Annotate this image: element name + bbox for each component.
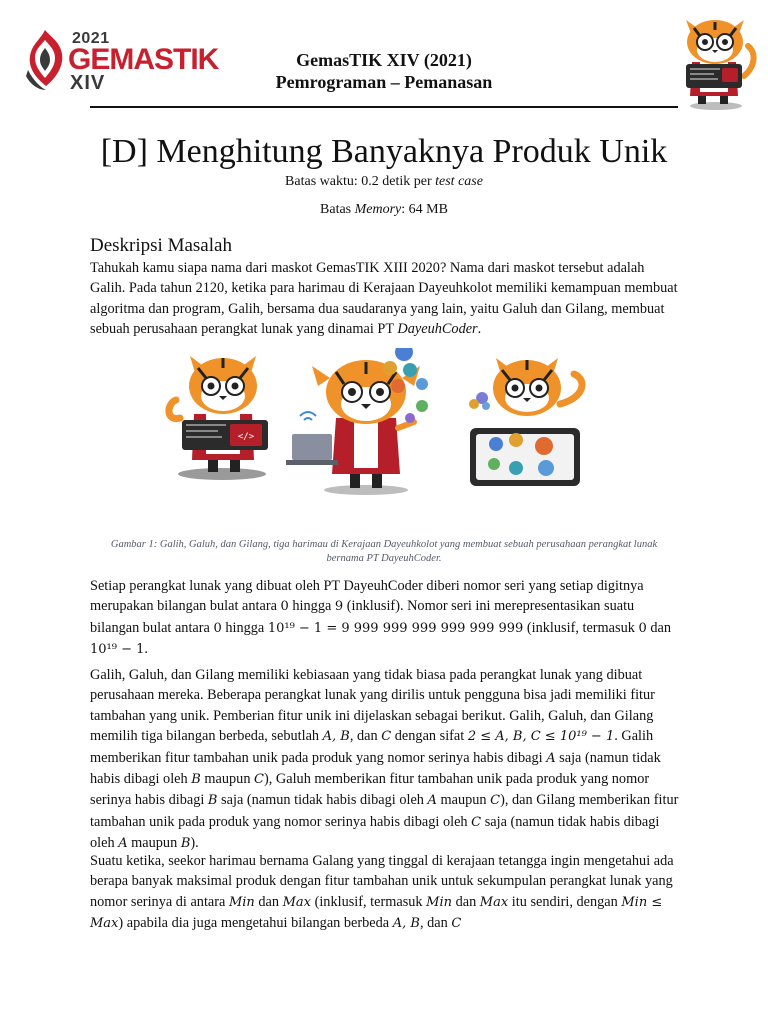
memory-limit-label: Batas bbox=[320, 202, 355, 217]
math-expression: C bbox=[254, 772, 264, 788]
text-run: hingga bbox=[288, 598, 335, 615]
tiger-galuh-icon bbox=[286, 348, 428, 495]
problem-title: [D] Menghitung Banyaknya Produk Unik bbox=[100, 133, 668, 170]
section-title: Deskripsi Masalah bbox=[90, 235, 232, 256]
text-run: . bbox=[144, 641, 148, 658]
text-run: maupun bbox=[127, 835, 181, 852]
text-run: saja (namun tidak habis dibagi oleh bbox=[90, 749, 661, 788]
math-expression: A bbox=[427, 793, 437, 809]
header-divider bbox=[90, 106, 678, 108]
text-run: (inklusif, termasuk bbox=[311, 893, 427, 910]
math-expression: A, B bbox=[322, 729, 350, 745]
math-expression: 10¹⁹ − 1 bbox=[90, 642, 145, 658]
math-expression: C bbox=[451, 916, 462, 932]
text-run: (inklusif). Nomor seri ini merepresentasikan suatu bilangan bulat antara bbox=[90, 598, 635, 636]
paragraph-serial-number bbox=[90, 576, 680, 661]
memory-limit bbox=[0, 202, 768, 218]
tiger-gilang-icon bbox=[469, 358, 582, 486]
text-run: dan bbox=[452, 893, 480, 910]
logo-roman: XIV bbox=[70, 72, 106, 94]
math-expression: 10¹⁹ − 1 = 9 999 999 999 999 999 999 bbox=[267, 620, 524, 636]
math-expression: 0 bbox=[638, 620, 647, 636]
text-run: hingga bbox=[221, 619, 268, 636]
text-run: Setiap perangkat lunak yang dibuat oleh PT DayeuhCoder diberi nomor seri yang setiap digitnya merupakan bilangan bulat antara bbox=[90, 578, 644, 615]
math-expression: Min ≤ Max bbox=[90, 894, 663, 932]
math-expression: 9 bbox=[334, 599, 344, 615]
math-expression: C bbox=[381, 729, 392, 745]
math-expression: 0 bbox=[213, 620, 222, 636]
gemastik-logo bbox=[22, 26, 219, 96]
header-title-line1: GemasTIK XIV (2021) bbox=[296, 50, 472, 70]
memory-limit-value: : 64 MB bbox=[401, 202, 448, 217]
math-expression: Min bbox=[228, 894, 255, 910]
text-run: . Galih memberikan fitur tambahan unik pada produk yang nomor serinya habis dibagi bbox=[90, 728, 654, 766]
math-expression: B bbox=[180, 836, 191, 852]
logo-year: 2021 bbox=[72, 30, 110, 47]
math-expression: A bbox=[546, 750, 556, 766]
text-run: (inklusif, termasuk bbox=[523, 619, 639, 636]
math-expression: Max bbox=[479, 894, 509, 910]
text-run: itu sendiri, dengan bbox=[508, 893, 622, 910]
text-run: saja (namun tidak habis dibagi oleh bbox=[217, 792, 428, 809]
gemastik-emblem-icon bbox=[22, 26, 68, 92]
tiger-mascot-icon bbox=[672, 6, 758, 112]
time-limit-label: Batas waktu: 0.2 detik per bbox=[285, 174, 436, 189]
paragraph-unique-features bbox=[90, 665, 680, 855]
tiger-galih-icon bbox=[169, 356, 268, 480]
text-run: ). bbox=[190, 835, 199, 852]
math-expression: B bbox=[207, 793, 218, 809]
text-run: dan bbox=[646, 619, 671, 636]
text-run: ), Galuh memberikan fitur tambahan unik pada produk yang nomor serinya habis dibagi bbox=[90, 771, 650, 809]
svg-text:</>: </> bbox=[237, 432, 255, 442]
math-expression: C bbox=[471, 814, 482, 830]
text-run: maupun bbox=[200, 771, 255, 788]
text-run: maupun bbox=[436, 792, 491, 809]
paragraph-intro-end: . bbox=[477, 321, 482, 338]
paragraph-galang-question bbox=[90, 851, 680, 935]
text-run: , dan bbox=[349, 728, 382, 745]
math-expression: A, B bbox=[392, 916, 420, 932]
math-expression: A bbox=[118, 836, 128, 852]
paragraph-intro-text: Tahukah kamu siapa nama dari maskot GemasTIK XIII 2020? Nama dari maskot tersebut adalah Galih. Pada tahun 2120, ketika para harimau di Kerajaan Dayeuhkolot memiliki kemampuan membuat algoritma dan program, Galih, bersama dua saudaranya yang lain, yaitu Galuh dan Gilang, membuat sebuah perusahaan perangkat lunak yang dinamai PT bbox=[90, 260, 678, 338]
mascots-illustration bbox=[160, 348, 600, 498]
memory-limit-word: Memory bbox=[354, 202, 402, 217]
math-expression: C bbox=[490, 793, 501, 809]
text-run: dengan sifat bbox=[391, 728, 468, 745]
logo-name: GEMASTIK bbox=[68, 43, 219, 76]
figure-caption: Gambar 1: Galih, Galuh, dan Gilang, tiga harimau di Kerajaan Dayeuhkolot yang membuat sebuah perusahaan perangkat lunak bernama PT DayeuhCoder. bbox=[110, 539, 658, 564]
math-expression: Max bbox=[282, 894, 311, 910]
text-run: ), dan Gilang memberikan fitur tambahan unik pada produk yang nomor serinya habis dibagi oleh bbox=[90, 792, 679, 830]
math-expression: 2 ≤ A, B, C ≤ 10¹⁹ − 1 bbox=[467, 729, 615, 745]
text-run: ) apabila dia juga mengetahui bilangan berbeda bbox=[118, 915, 393, 932]
text-run: Galih, Galuh, dan Gilang memiliki kebiasaan yang tidak biasa pada perangkat lunak yang dibuat perusahaan mereka. Beberapa perangkat lunak yang dirilis untuk pengguna bisa jadi memiliki fitur tambahan yang unik. Pemberian fitur unik ini dijelaskan sebagai berikut. Galih, Galuh, dan Gilang memilih tiga bilangan berbeda, sebutlah bbox=[90, 667, 655, 745]
math-expression: Min bbox=[426, 894, 452, 910]
text-run: , dan bbox=[419, 915, 452, 932]
paragraph-intro bbox=[90, 258, 680, 340]
text-run: dan bbox=[254, 893, 283, 910]
text-run: Suatu ketika, seekor harimau bernama Galang yang tinggal di kerajaan tetangga ingin mengetahui ada berapa banyak maksimal produk dengan fitur tambahan unik untuk sekumpulan perangkat lunak yang nomor serinya di antara bbox=[90, 853, 674, 910]
company-name: DayeuhCoder bbox=[397, 321, 478, 338]
math-expression: B bbox=[191, 772, 201, 788]
math-expression: 0 bbox=[280, 599, 289, 615]
header-title-line2: Pemrograman – Pemanasan bbox=[275, 72, 493, 92]
time-limit-unit: test case bbox=[435, 174, 483, 189]
time-limit bbox=[0, 174, 768, 190]
text-run: saja (namun tidak habis dibagi oleh bbox=[90, 813, 660, 852]
